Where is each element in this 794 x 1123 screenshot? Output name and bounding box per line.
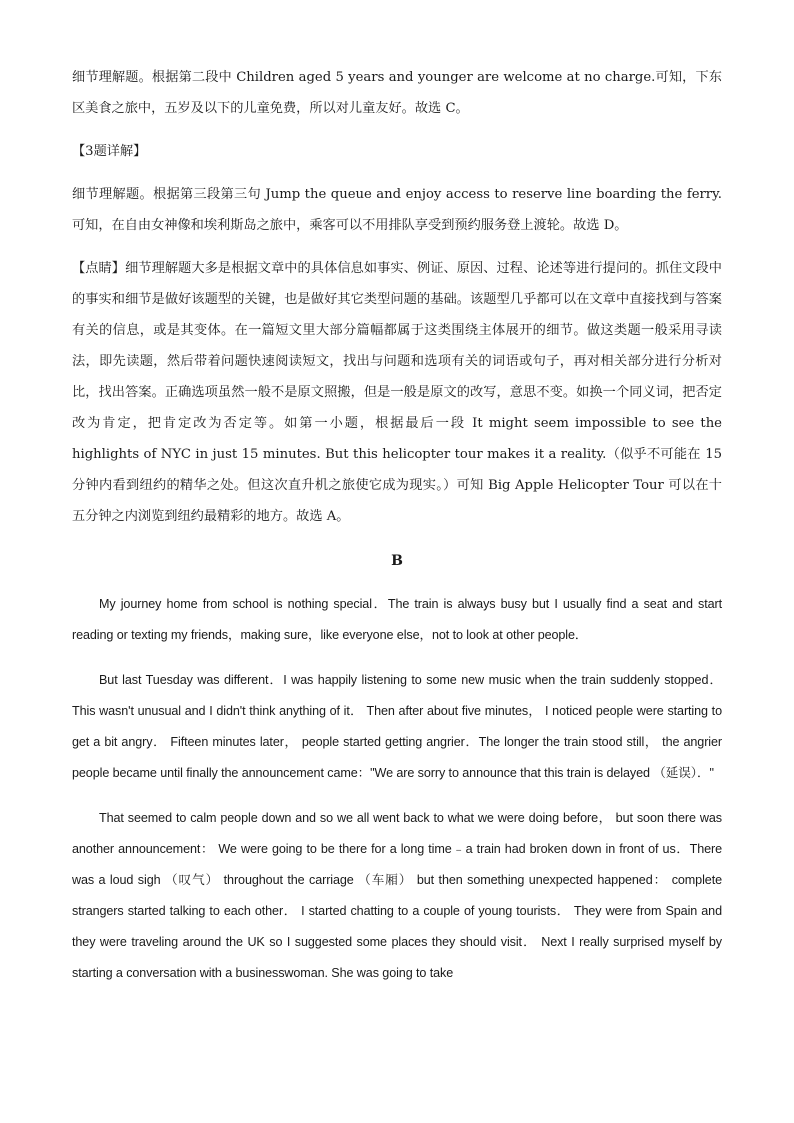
passage-paragraph-3: That seemed to calm people down and so we all went back to what we were doing before， but soon there was another announcement： We were going to be there for a long time﹣a train had broken down in front of us．There was a loud sigh （叹气） throughout the carriage （车厢） but then something unexpected happened： complete strangers started talking to each other． I started chatting to a couple of young tourists． They were from Spain and they were traveling around the UK so I suggested some places they should visit． Next I really surprised myself by starting a conversation with a businesswoman. She was going to take <box>72 811 722 980</box>
passage-paragraph-2: But last Tuesday was different．I was happily listening to some new music when the train suddenly stopped．This wasn't unusual and I didn't think anything of it． Then after about five minutes， I noticed people were starting to get a bit angry． Fifteen minutes later， people started getting angrier．The longer the train stood still， the angrier people became until finally the announcement came："We are sorry to announce that this train is delayed （延误）．" <box>72 673 722 780</box>
tips-paragraph: 【点睛】细节理解题大多是根据文章中的具体信息如事实、例证、原因、过程、论述等进行提问的。抓住文段中的事实和细节是做好该题型的关键，也是做好其它类型问题的基础。该题型几乎都可以在文章中直接找到与答案有关的信息，或是其变体。在一篇短文里大部分篇幅都属于这类围绕主体展开的细节。做这类题一般采用寻读法，即先读题，然后带着问题快速阅读短文，找出与问题和选项有关的词语或句子，再对相关部分进行分析对比，找出答案。正确选项虽然一般不是原文照搬，但是一般是原文的改写，意思不变。如换一个同义词，把否定改为肯定，把肯定改为否定等。如第一小题，根据最后一段 It might seem impossible to see the highlights of NYC in just 15 minutes. But this helicopter tour makes it a reality.（似乎不可能在 15分钟内看到纽约的精华之处。但这次直升机之旅使它成为现实。）可知 Big Apple Helicopter Tour 可以在十五分钟之内浏览到纽约最精彩的地方。故选 A。 <box>72 261 722 524</box>
passage-paragraph-1: My journey home from school is nothing special．The train is always busy but I usually find a seat and start reading or texting my friends，making sure，like everyone else，not to look at other people． <box>72 597 722 642</box>
q3-heading: 【3题详解】 <box>72 144 147 159</box>
answer-q3-paragraph: 细节理解题。根据第三段第三句 Jump the queue and enjoy access to reserve line boarding the ferry.可知，在自由女神像和埃利斯岛之旅中，乘客可以不用排队享受到预约服务登上渡轮。故选 D。 <box>72 187 722 233</box>
answer-q2-paragraph: 细节理解题。根据第二段中 Children aged 5 years and younger are welcome at no charge.可知，下东区美食之旅中，五岁及以下的儿童免费，所以对儿童友好。故选 C。 <box>72 70 722 116</box>
document-page <box>72 62 722 989</box>
section-b-title: B <box>391 553 403 569</box>
